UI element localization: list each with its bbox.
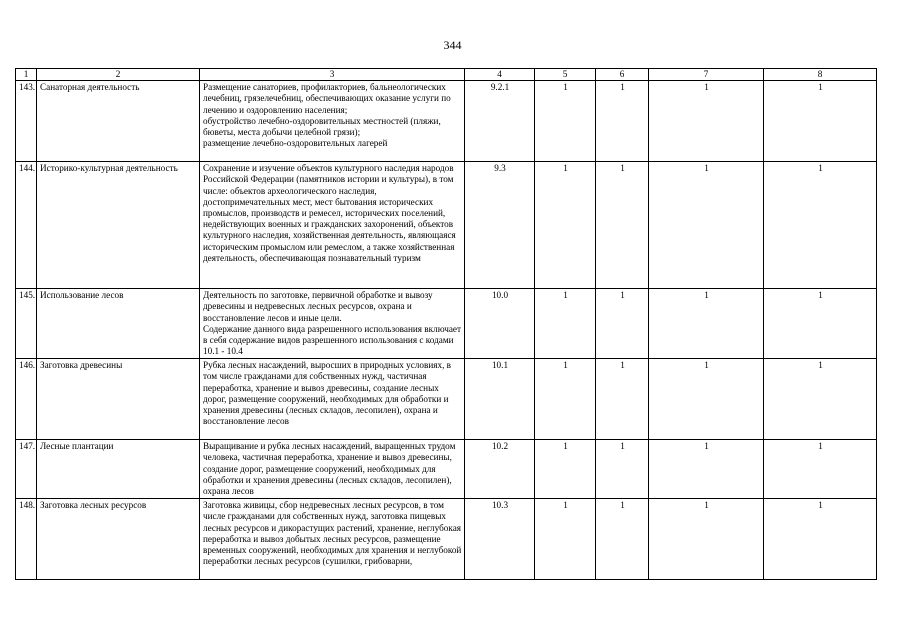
use-name: Заготовка древесины [37, 359, 200, 440]
cell-col-5: 1 [535, 440, 596, 499]
column-header: 1 [16, 69, 37, 81]
use-name: Санаторная деятельность [37, 81, 200, 162]
cell-col-6: 1 [596, 289, 649, 359]
use-name: Лесные плантации [37, 440, 200, 499]
row-number: 147. [16, 440, 37, 499]
table-row [16, 289, 877, 359]
cell-col-7: 1 [649, 289, 764, 359]
cell-col-6: 1 [596, 81, 649, 162]
cell-col-7: 1 [649, 499, 764, 580]
cell-col-5: 1 [535, 499, 596, 580]
column-header: 2 [37, 69, 200, 81]
cell-col-8: 1 [764, 81, 877, 162]
use-description: Размещение санаториев, профилакториев, бальнеологических лечебниц, грязелечебниц, обеспечивающих оказание услуги по лечению и оздоровлению населения; обустройство лечебно-оздоровительных местностей (пляжи, бюветы, места добычи целебной грязи); размещение лечебно-оздоровительных лагерей [200, 81, 465, 162]
table-row [16, 440, 877, 499]
cell-col-6: 1 [596, 440, 649, 499]
row-number: 145. [16, 289, 37, 359]
row-number: 143. [16, 81, 37, 162]
use-code: 10.2 [465, 440, 535, 499]
cell-col-8: 1 [764, 359, 877, 440]
column-header: 8 [764, 69, 877, 81]
use-name: Заготовка лесных ресурсов [37, 499, 200, 580]
column-header: 6 [596, 69, 649, 81]
cell-col-6: 1 [596, 359, 649, 440]
use-code: 10.3 [465, 499, 535, 580]
use-description: Сохранение и изучение объектов культурного наследия народов Российской Федерации (памятников истории и культуры), в том числе: объектов археологического наследия, достопримечательных мест, мест бытования исторических промыслов, производств и ремесел, исторических поселений, недействующих военных и гражданских захоронений, объектов культурного наследия, хозяйственная деятельность, являющаяся историческим промыслом или ремеслом, а также хозяйственная деятельность, обеспечивающая познавательный туризм [200, 162, 465, 289]
cell-col-6: 1 [596, 162, 649, 289]
column-header: 4 [465, 69, 535, 81]
cell-col-5: 1 [535, 289, 596, 359]
column-header: 3 [200, 69, 465, 81]
table-row [16, 81, 877, 162]
table-row [16, 162, 877, 289]
use-code: 10.1 [465, 359, 535, 440]
cell-col-8: 1 [764, 440, 877, 499]
use-name: Использование лесов [37, 289, 200, 359]
row-number: 148. [16, 499, 37, 580]
use-description: Выращивание и рубка лесных насаждений, выращенных трудом человека, частичная переработка, хранение и вывоз древесины, создание дорог, размещение сооружений, необходимых для обработки и хранения древесины (лесных складов, лесопилен), охрана лесов [200, 440, 465, 499]
cell-col-6: 1 [596, 499, 649, 580]
cell-col-8: 1 [764, 162, 877, 289]
cell-col-7: 1 [649, 359, 764, 440]
use-name: Историко-культурная деятельность [37, 162, 200, 289]
cell-col-5: 1 [535, 81, 596, 162]
column-header: 7 [649, 69, 764, 81]
use-description: Заготовка живицы, сбор недревесных лесных ресурсов, в том числе гражданами для собственных нужд, заготовка пищевых лесных ресурсов и дикорастущих растений, хранение, неглубокая переработка и вывоз добытых лесных ресурсов, размещение временных сооружений, необходимых для хранения и неглубокой переработки лесных ресурсов (сушилки, грибоварни, [200, 499, 465, 580]
cell-col-8: 1 [764, 289, 877, 359]
page-number: 344 [443, 38, 462, 52]
cell-col-7: 1 [649, 162, 764, 289]
row-number: 146. [16, 359, 37, 440]
row-number: 144. [16, 162, 37, 289]
cell-col-5: 1 [535, 359, 596, 440]
table-row [16, 499, 877, 580]
table-row [16, 359, 877, 440]
use-code: 9.2.1 [465, 81, 535, 162]
use-code: 10.0 [465, 289, 535, 359]
cell-col-8: 1 [764, 499, 877, 580]
use-description: Деятельность по заготовке, первичной обработке и вывозу древесины и недревесных лесных ресурсов, охрана и восстановление лесов и иные цели. Содержание данного вида разрешенного использования включает в себя содержание видов разрешенного использования с кодами 10.1 - 10.4 [200, 289, 465, 359]
cell-col-7: 1 [649, 81, 764, 162]
land-use-table [15, 68, 877, 580]
column-number-row [16, 69, 877, 81]
use-code: 9.3 [465, 162, 535, 289]
use-description: Рубка лесных насаждений, выросших в природных условиях, в том числе гражданами для собственных нужд, частичная переработка, хранение и вывоз древесины, создание лесных дорог, размещение сооружений, необходимых для обработки и хранения древесины (лесных складов, лесопилен), охрана и восстановление лесов [200, 359, 465, 440]
cell-col-5: 1 [535, 162, 596, 289]
cell-col-7: 1 [649, 440, 764, 499]
column-header: 5 [535, 69, 596, 81]
